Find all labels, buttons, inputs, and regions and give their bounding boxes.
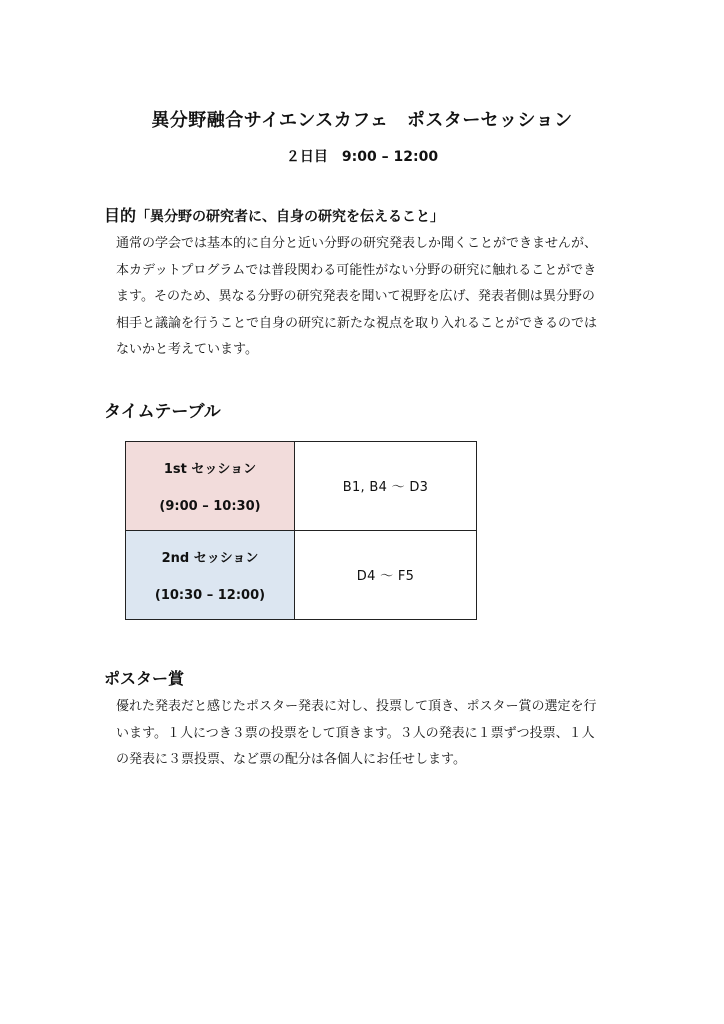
session-1-range-cell: [295, 442, 476, 531]
page-title: 異分野融合サイエンスカフェ ポスターセッション: [151, 110, 573, 131]
purpose-line: ないかと考えています。: [116, 342, 258, 357]
session-2-range: D4 ～ F5: [356, 569, 415, 585]
purpose-line: 通常の学会では基本的に自分と近い分野の研究発表しか聞くことができませんが、: [116, 236, 598, 251]
session-1-range: B1, B4 ～ D3: [342, 480, 429, 496]
purpose-heading-quote: 「異分野の研究者に、自身の研究を伝えること」: [136, 209, 445, 225]
award-line: います。１人につき３票の投票をして頂きます。３人の発表に１票ずつ投票、１人: [116, 725, 595, 741]
purpose-paragraph: [116, 231, 636, 364]
session-2-range-cell: [295, 531, 476, 620]
session-1-time: (9:00 – 10:30): [159, 498, 261, 514]
purpose-line: 相手と議論を行うことで自身の研究に新たな視点を取り入れることができるのでは: [116, 315, 598, 331]
session-2-time: (10:30 – 12:00): [154, 587, 266, 603]
award-paragraph: [116, 694, 636, 774]
purpose-line: ます。そのため、異なる分野の研究発表を聞いて視野を広げ、発表者側は異分野の: [116, 289, 595, 304]
award-line: 優れた発表だと感じたポスター発表に対し、投票して頂き、ポスター賞の選定を行: [116, 699, 597, 714]
purpose-heading-main: 目的: [104, 206, 137, 225]
timetable: [125, 441, 477, 620]
timetable-heading: タイムテーブル: [104, 402, 221, 422]
purpose-heading: [104, 205, 444, 228]
session-1-name: 1st セッション: [163, 461, 257, 477]
session-1-label-cell: [126, 442, 295, 531]
session-2-label-cell: [126, 531, 295, 620]
award-heading: ポスター賞: [104, 669, 185, 688]
session-2-name: 2nd セッション: [161, 550, 259, 566]
purpose-line: 本カデットプログラムでは普段関わる可能性がない分野の研究に触れることができ: [116, 262, 597, 278]
award-line: の発表に３票投票、など票の配分は各個人にお任せします。: [116, 752, 466, 767]
page-subtitle: ２日目 9:00 – 12:00: [285, 149, 439, 165]
